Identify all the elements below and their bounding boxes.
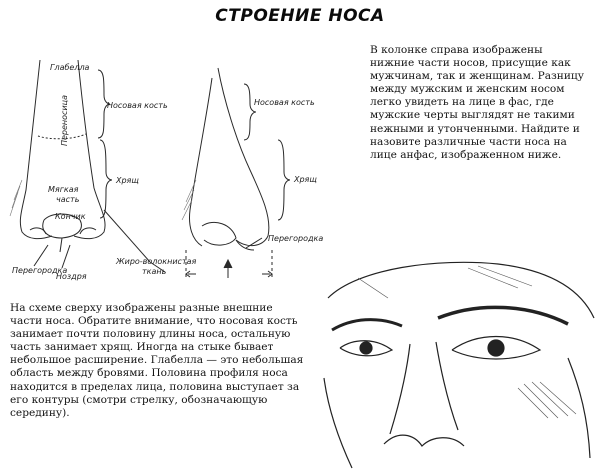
label-nostril: Ноздря [56, 272, 87, 281]
label-soft-part-1: Мягкая [48, 185, 79, 194]
label-septum-right: Перегородка [268, 234, 324, 243]
bracket-cartilage-left [100, 140, 112, 218]
brow-left [332, 320, 402, 330]
label-fatty-tissue-1: Жиро-волокнистая [116, 257, 197, 266]
label-cartilage-right: Хрящ [294, 175, 317, 184]
profile-nose-back [190, 78, 213, 246]
nose-anatomy-diagram [0, 40, 340, 285]
face-sketch-illustration [318, 258, 600, 473]
iris-left [360, 342, 372, 354]
label-nasal-bone-right: Носовая кость [254, 98, 315, 107]
profile-nose-contour [218, 68, 269, 246]
label-glabella: Глабелла [50, 63, 90, 72]
label-nasal-bone-left: Носовая кость [107, 101, 168, 110]
front-nostril-right [80, 228, 96, 234]
iris-right [488, 340, 504, 356]
page-title: СТРОЕНИЕ НОСА [215, 6, 385, 26]
face-cheek-line [324, 378, 352, 468]
brow-right [438, 307, 568, 324]
front-nose-left-contour [20, 60, 52, 239]
label-tip: Кончик [55, 212, 86, 221]
label-soft-part-2: часть [56, 195, 80, 204]
label-bridge: Переносица [60, 94, 69, 146]
label-fatty-tissue-2: ткань [142, 267, 167, 276]
label-septum-left: Перегородка [12, 266, 68, 275]
face-nose-base [384, 435, 464, 446]
lower-left-paragraph: На схеме сверху изображены разные внешние части носа. Обратите внимание, что носовая кость занимает почти половину длины носа, остальную часть занимает хрящ. Иногда на стыке бывает небольшое расширение. Глабелла — это небольшая область между бровями. Половина профиля носа находится в пределах лица, половина выступает за его контуры (смотри стрелку, обозначающую середину). [10, 302, 304, 419]
right-column-paragraph: В колонке справа изображены нижние части носов, присущие как мужчинам, так и женщинам. Разницу между мужским и женским носом легко увидеть на лице в фас, где мужские черты выглядят не такими нежными и утонченными. Найдите и назовите различные части носа на лице анфас, изображенном ниже. [370, 44, 584, 161]
front-septum-line [60, 238, 62, 252]
bracket-cartilage-right [278, 140, 290, 220]
profile-nostril [202, 222, 236, 245]
face-nose-left [390, 344, 410, 434]
bracket-nasal-bone-right [244, 84, 256, 140]
face-nose-right [436, 342, 458, 430]
label-cartilage-left: Хрящ [116, 176, 139, 185]
